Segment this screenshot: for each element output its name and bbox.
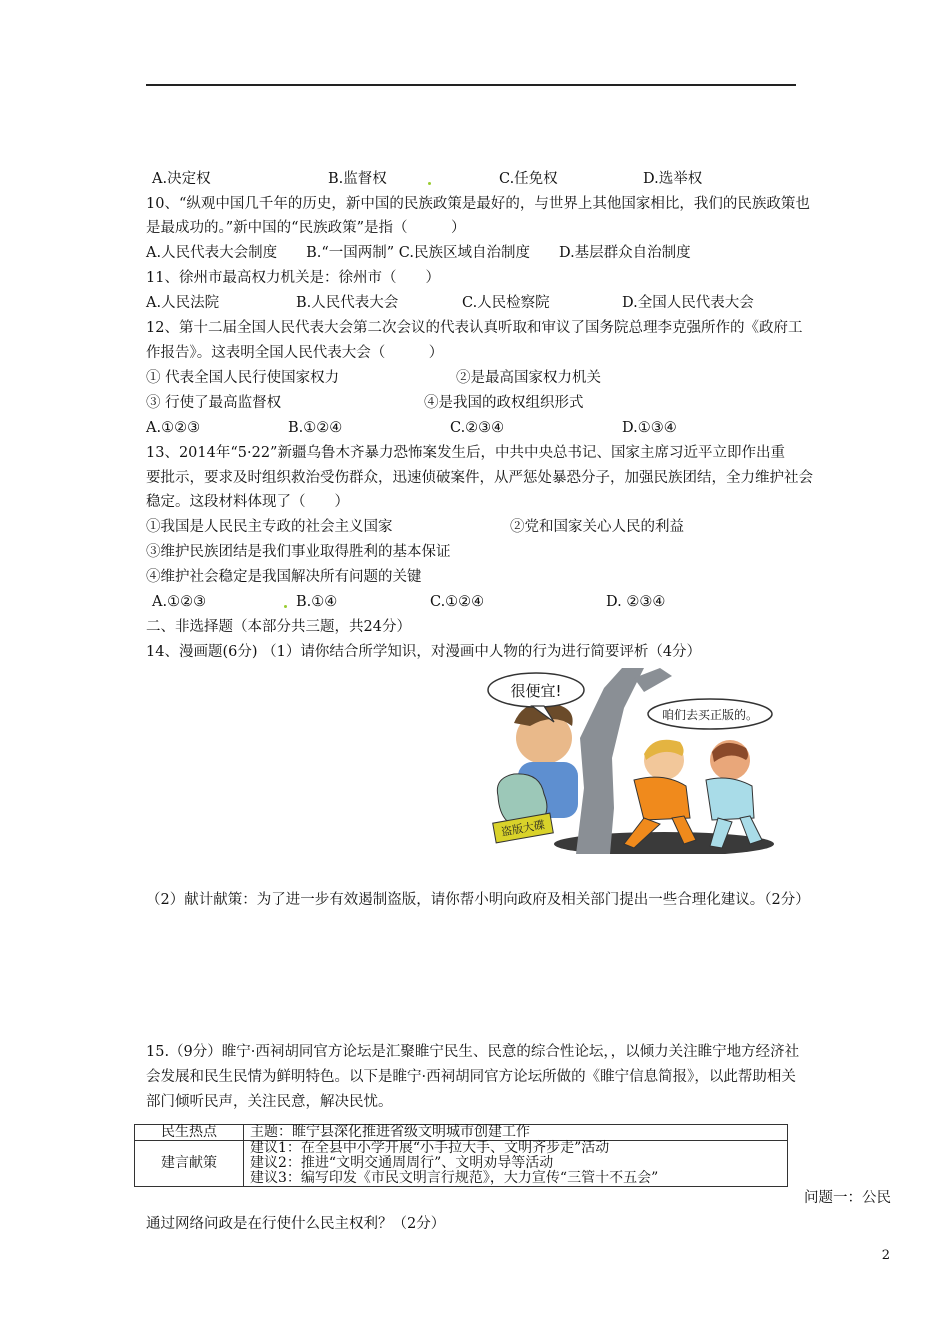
q9-option-c: C.任免权 <box>499 171 558 187</box>
q15-question1-part2: 通过网络问政是在行使什么民主权利？（2分） <box>146 1216 446 1232</box>
q9-option-a: A.决定权 <box>152 171 211 187</box>
q12-statement-4: ④是我国的政权组织形式 <box>424 395 584 411</box>
q13-statement-2: ②党和国家关心人民的利益 <box>510 519 684 535</box>
q13-stem-line1: 13、2014年“5·22”新疆乌鲁木齐暴力恐怖案发生后，中共中央总书记、国家主席习近平立即作出重 <box>146 445 785 461</box>
q11-stem: 11、徐州市最高权力机关是：徐州市（ ） <box>146 270 440 286</box>
svg-text:很便宜!: 很便宜! <box>510 682 562 700</box>
q11-option-a: A.人民法院 <box>146 295 220 311</box>
speck-mark <box>284 605 287 608</box>
q12-option-a: A.①②③ <box>146 420 201 436</box>
q13-statement-1: ①我国是人民民主专政的社会主义国家 <box>146 519 393 535</box>
svg-text:盗版大碟: 盗版大碟 <box>500 818 546 839</box>
table-row-head: 民生热点 <box>135 1125 244 1141</box>
q13-option-c: C.①②④ <box>430 594 485 610</box>
q14-stem: 14、漫画题(6分) （1）请你结合所学知识，对漫画中人物的行为进行简要评析（4分） <box>146 644 702 660</box>
page-number: 2 <box>881 1248 890 1263</box>
q12-option-c: C.②③④ <box>450 420 505 436</box>
q13-statement-4: ④维护社会稳定是我国解决所有问题的关键 <box>146 569 422 585</box>
suggestion-3: 建议3：编写印发《市民文明言行规范》，大力宣传“三管十不五会” <box>250 1170 659 1186</box>
suggestion-1: 建议1：在全县中小学开展“小手拉大手、文明齐步走”活动 <box>250 1140 610 1156</box>
header-rule <box>146 84 796 86</box>
svg-text:咱们去买正版的。: 咱们去买正版的。 <box>661 708 759 722</box>
table-row-head: 建言献策 <box>135 1141 244 1187</box>
q11-option-d: D.全国人民代表大会 <box>622 295 754 311</box>
q11-option-c: C.人民检察院 <box>462 295 550 311</box>
q15-question1-part1: 问题一：公民 <box>804 1190 891 1206</box>
q10-stem-line1: 10、“纵观中国几千年的历史，新中国的民族政策是最好的，与世界上其他国家相比，我们的民族政策也 <box>146 196 810 212</box>
q13-statement-3: ③维护民族团结是我们事业取得胜利的基本保证 <box>146 544 451 560</box>
q12-statement-2: ②是最高国家权力机关 <box>456 370 601 386</box>
q13-stem-line2: 要批示，要求及时组织救治受伤群众，迅速侦破案件，从严惩处暴恐分子，加强民族团结，全力维护社会 <box>146 470 813 486</box>
q12-stem-line2: 作报告》。这表明全国人民代表大会（ ） <box>146 345 444 361</box>
q9-option-b: B.监督权 <box>328 171 387 187</box>
q10-options: A.人民代表大会制度 B.“一国两制” C.民族区域自治制度 D.基层群众自治制度 <box>146 245 691 261</box>
q12-option-b: B.①②④ <box>288 420 343 436</box>
q15-stem-line3: 部门倾听民声，关注民意，解决民忧。 <box>146 1094 393 1110</box>
q9-option-d: D.选举权 <box>643 171 703 187</box>
q15-stem-line1: 15.（9分）睢宁·西祠胡同官方论坛是汇聚睢宁民生、民意的综合性论坛，，以倾力关注睢宁地方经济社 <box>146 1044 800 1060</box>
table-row-suggestions <box>244 1141 788 1187</box>
section-heading: 二、非选择题（本部分共三题，共24分） <box>146 619 411 635</box>
q10-stem-line2: 是最成功的。”新中国的“民族政策”是指（ ） <box>146 220 466 236</box>
table-row-theme: 主题：睢宁县深化推进省级文明城市创建工作 <box>244 1125 788 1141</box>
q13-option-a: A.①②③ <box>152 594 207 610</box>
q13-stem-line3: 稳定。这段材料体现了（ ） <box>146 494 349 510</box>
q12-stem-line1: 12、第十二届全国人民代表大会第二次会议的代表认真听取和审议了国务院总理李克强所作的《政府工 <box>146 320 803 336</box>
q12-statement-1: ① 代表全国人民行使国家权力 <box>146 370 340 386</box>
cartoon-bubble-2 <box>648 699 772 729</box>
cartoon-illustration <box>484 668 786 854</box>
q13-option-d: D. ②③④ <box>606 594 666 610</box>
suggestion-2: 建议2：推进“文明交通周周行”、文明劝导等活动 <box>250 1155 554 1171</box>
q13-option-b: B.①④ <box>296 594 338 610</box>
briefing-table <box>134 1124 788 1187</box>
q11-option-b: B.人民代表大会 <box>296 295 399 311</box>
speck-mark <box>428 182 431 185</box>
q12-statement-3: ③ 行使了最高监督权 <box>146 395 282 411</box>
q15-stem-line2: 会发展和民生民情为鲜明特色。以下是睢宁·西祠胡同官方论坛所做的《睢宁信息简报》，以此帮助相关 <box>146 1069 796 1085</box>
q12-option-d: D.①③④ <box>622 420 677 436</box>
q14-part2: （2）献计献策：为了进一步有效遏制盗版，请你帮小明向政府及相关部门提出一些合理化建议。（2分） <box>146 892 810 908</box>
